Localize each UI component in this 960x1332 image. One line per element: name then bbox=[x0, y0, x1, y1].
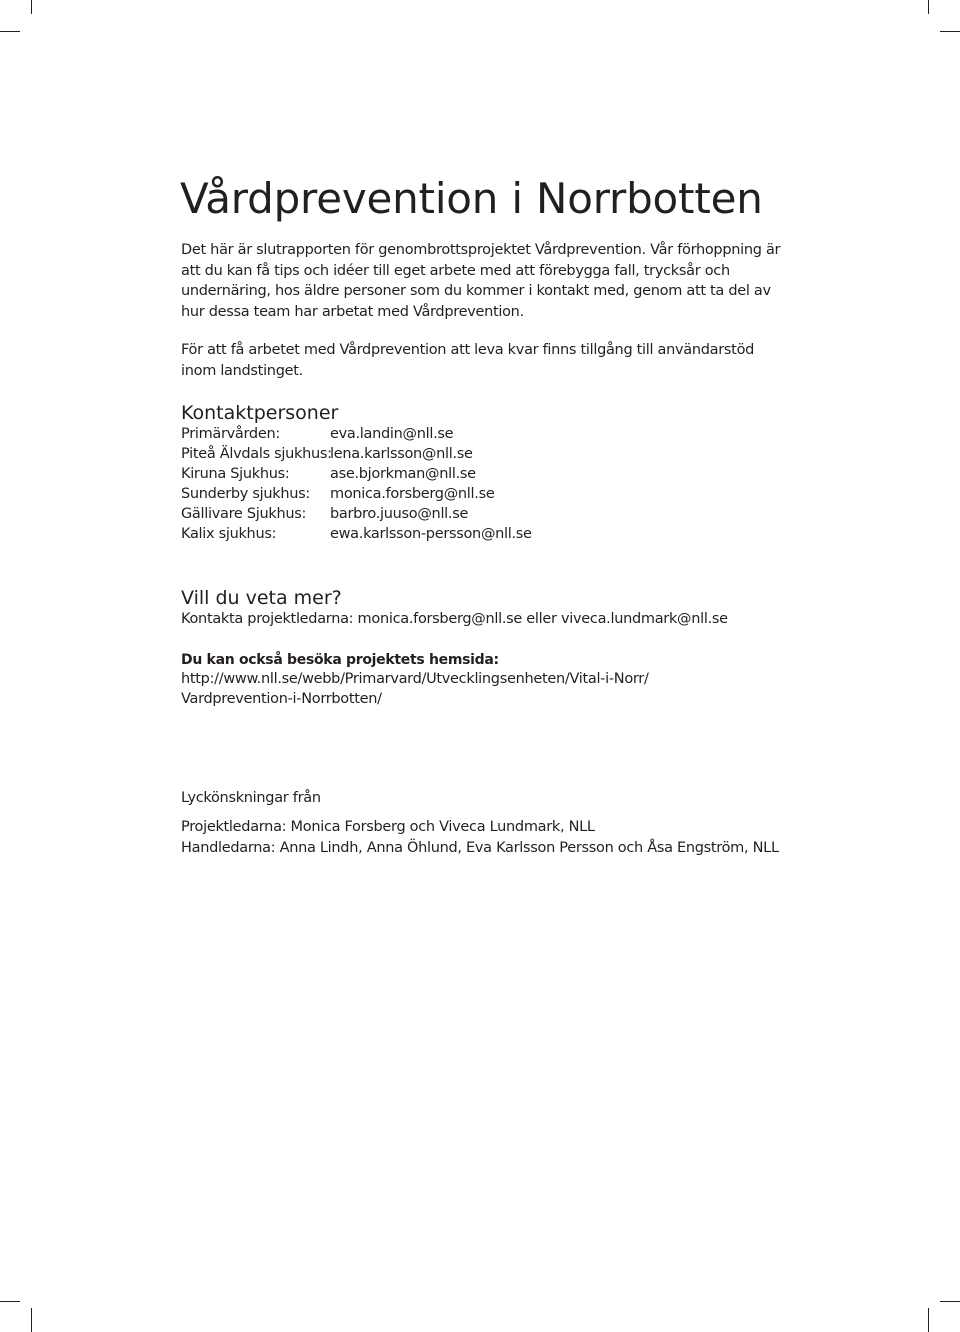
crop-mark bbox=[928, 0, 929, 14]
contact-email-link[interactable]: lena.karlsson@nll.se bbox=[330, 446, 473, 462]
more-info-heading: Vill du veta mer? bbox=[181, 587, 342, 609]
intro-paragraph: Det här är slutrapporten för genombrottsprojektet Vårdprevention. Vår förhoppning är att du kan få tips och idéer till eget arbete med att förebygga fall, trycksår och undernäring, hos äldre personer som du kommer i kontakt med, genom att ta del av hur dessa team har arbetat med Vårdprevention. bbox=[181, 242, 781, 320]
crop-mark bbox=[940, 1301, 960, 1302]
contact-label: Piteå Älvdals sjukhus: bbox=[181, 446, 332, 462]
contacts-list bbox=[181, 424, 532, 544]
crop-mark bbox=[0, 1301, 20, 1302]
greetings-facilitators: Handledarna: Anna Lindh, Anna Öhlund, Eva Karlsson Persson och Åsa Engström, NLL bbox=[181, 840, 779, 856]
contact-email-link[interactable]: eva.landin@nll.se bbox=[330, 426, 454, 442]
contact-email-link[interactable]: barbro.juuso@nll.se bbox=[330, 506, 469, 522]
contact-row bbox=[181, 424, 532, 444]
contact-email-link[interactable]: monica.forsberg@nll.se bbox=[330, 486, 495, 502]
contact-row bbox=[181, 464, 532, 484]
crop-mark bbox=[928, 1308, 929, 1332]
crop-mark bbox=[0, 31, 20, 32]
contact-label: Primärvården: bbox=[181, 426, 280, 442]
contact-label: Gällivare Sjukhus: bbox=[181, 506, 307, 522]
website-url-line-2[interactable] bbox=[181, 689, 382, 709]
contact-label: Kiruna Sjukhus: bbox=[181, 466, 290, 482]
contact-label: Kalix sjukhus: bbox=[181, 526, 277, 542]
support-paragraph: För att få arbetet med Vårdprevention att leva kvar finns tillgång till användarstöd inom landstinget. bbox=[181, 342, 755, 379]
website-link-continued[interactable]: Vardprevention-i-Norrbotten/ bbox=[181, 691, 382, 707]
website-heading: Du kan också besöka projektets hemsida: bbox=[181, 652, 499, 668]
contact-row bbox=[181, 484, 532, 504]
contact-row bbox=[181, 504, 532, 524]
page-title: Vårdprevention i Norrbotten bbox=[180, 174, 763, 223]
contacts-heading: Kontaktpersoner bbox=[181, 402, 339, 424]
contact-label: Sunderby sjukhus: bbox=[181, 486, 310, 502]
project-leaders-contact: Kontakta projektledarna: monica.forsberg@nll.se eller viveca.lundmark@nll.se bbox=[181, 611, 728, 627]
website-link[interactable]: http://www.nll.se/webb/Primarvard/Utvecklingsenheten/Vital-i-Norr/ bbox=[181, 671, 649, 687]
contact-email-link[interactable]: ewa.karlsson-persson@nll.se bbox=[330, 526, 532, 542]
crop-mark bbox=[31, 1308, 32, 1332]
crop-mark bbox=[940, 31, 960, 32]
greetings-project-leaders: Projektledarna: Monica Forsberg och Viveca Lundmark, NLL bbox=[181, 819, 595, 835]
contact-row bbox=[181, 444, 532, 464]
crop-mark bbox=[31, 0, 32, 14]
website-url-line-1[interactable] bbox=[181, 669, 649, 689]
contact-row bbox=[181, 524, 532, 544]
greetings-intro: Lyckönskningar från bbox=[181, 790, 321, 806]
contact-email-link[interactable]: ase.bjorkman@nll.se bbox=[330, 466, 476, 482]
